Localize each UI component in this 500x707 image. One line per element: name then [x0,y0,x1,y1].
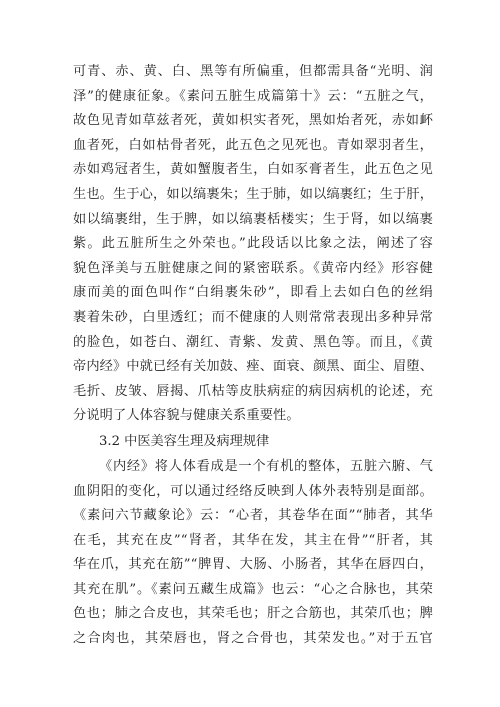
text-line: 血者死，白如枯骨者死，此五色之见死也。青如翠羽者生， [73,137,433,153]
text-line: 《内经》将人体看成是一个有机的整体，五脏六腑、气 [99,458,433,474]
document-page [73,60,433,652]
text-line: 生也。生于心，如以缟裹朱；生于肺，如以缟裹红；生于肝， [73,186,434,202]
text-line: 赤如鸡冠者生，黄如蟹腹者生，白如豕膏者生，此五色之见 [73,162,433,178]
text-line: 可青、赤、黄、白、黑等有所偏重，但都需具备“光明、润 [73,64,433,79]
text-line: 裹着朱砂，白里透红；而不健康的人则常常表现出多种异常 [73,309,433,325]
section-heading: 3.2 中医美容生理及病理规律 [99,433,270,449]
text-line: 紫。此五脏所生之外荣也。”此段话以比象之法，阐述了容 [73,236,433,252]
text-line: 毛折、皮皱、唇揭、爪枯等皮肤病症的病因病机的论述，充 [73,383,433,399]
text-line: 华在爪，其充在筋”“脾胃、大肠、小肠者，其华在唇四白， [73,557,433,573]
text-line: 色也；肺之合皮也，其荣毛也；肝之合筋也，其荣爪也；脾 [73,606,433,622]
text-line: 之合肉也，其荣唇也，肾之合骨也，其荣发也。”对于五官 [73,631,433,647]
text-line: 帝内经》中就已经有关加鼓、痤、面衰、颜黑、面尘、眉堕、 [73,359,434,375]
text-line: 血阴阳的变化，可以通过经络反映到人体外表特别是面部。 [73,483,433,499]
text-line: 泽”的健康征象。《素问五脏生成篇第十》云：“五脏之气， [73,88,433,104]
text-line: 其充在肌”。《素问五藏生成篇》也云：“心之合脉也，其荣 [73,581,433,597]
text-line: 分说明了人体容貌与健康关系重要性。 [73,408,300,424]
text-line: 如以缟裹绀，生于脾，如以缟裹栝楼实；生于肾，如以缟裹 [73,211,433,227]
paragraph-facial-complexion [73,60,433,429]
text-line: 的脸色，如苍白、潮红、青紫、发黄、黑色等。而且，《黄 [73,334,433,350]
text-line: 在毛，其充在皮”“肾者，其华在发，其主在骨”“肝者，其 [73,532,433,548]
text-line: 《素问六节藏象论》云：“心者，其卷华在面”“肺者，其华 [73,508,433,524]
text-line: 康而美的面色叫作“白绢裹朱砂”，即看上去如白色的丝绢 [73,285,433,301]
text-line: 故色见青如草兹者死，黄如枳实者死，黑如炲者死，赤如衃 [73,113,433,129]
paragraph-physiology [73,455,433,652]
text-line: 貌色泽美与五脏健康之间的紧密联系。《黄帝内经》形容健 [73,260,433,276]
